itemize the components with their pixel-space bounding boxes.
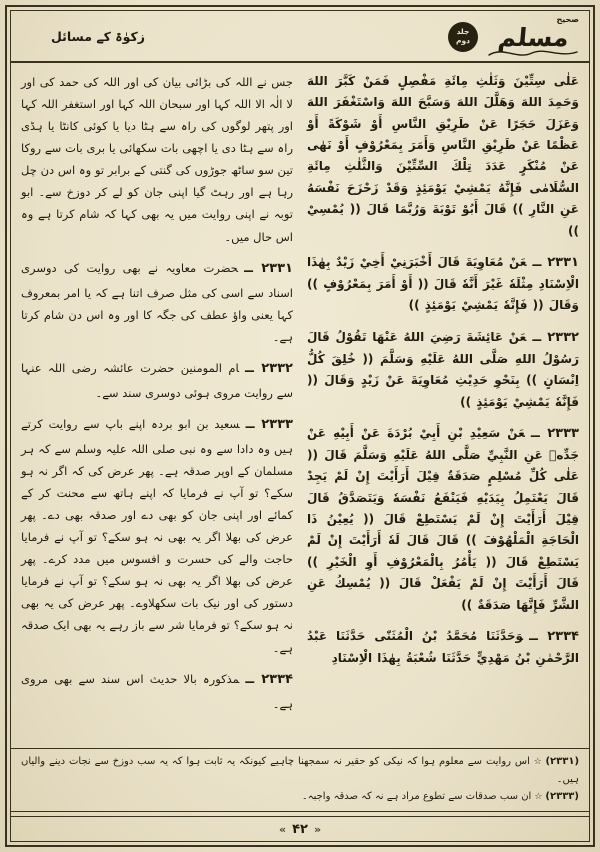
volume-seal xyxy=(448,22,478,52)
footnote-star-icon: ☆ xyxy=(532,757,543,767)
hadith-text: وَحَدَّثَنَا مُحَمَّدُ بْنُ الْمُثَنّٰى حَدَّثَنَا عَبْدُ الرَّحْمٰنِ بْنُ مَهْدِيٍّ حَدَّثَنَا شُعْبَةُ بِهٰذَا الْاِسْنَادِ xyxy=(307,628,579,666)
arabic-paragraph xyxy=(307,71,579,242)
page-number-ornament-left: » xyxy=(313,822,322,836)
footnote-text: اس روایت سے معلوم ہوا کہ نیکی کو حقیر نہ سمجھنا چاہیے کیونکہ یہ ثابت ہوا کہ یہ سب دوزخ سے نجات دینے والیاں ہیں۔ xyxy=(21,756,579,785)
footnote-text: ان سب صدقات سے تطوع مراد ہے نہ کہ صدقہ واجبہ۔ xyxy=(301,791,532,803)
hadith-text: عَلٰى سِتِّيْنَ وَثَلٰثِ مِائَةِ مَفْصِلٍ فَمَنْ كَبَّرَ اللهَ وَحَمِدَ اللهَ وَهَلَّلَ اللهَ وَسَبَّحَ اللهَ وَاسْتَغْفَرَ اللهَ وَعَزَلَ حَجَرًا عَنْ طَرِيْقِ النَّاسِ أَوْ شَوْكَةً أَوْ عَظْمًا عَنْ طَرِيْقِ النَّاسِ وَأَمَرَ بِمَعْرُوْفٍ أَوْ نَهٰى عَنْ مُنْكَرٍ عَدَدَ تِلْكَ السِّتِّيْنَ وَالثَّلٰثِ مِائَةِ السُّلَامٰى فَإِنَّهُ يَمْشِيْ يَوْمَئِذٍ وَقَدْ زَحْزَحَ نَفْسَهُ عَنِ النَّارِ )) قَالَ أَبُوْ تَوْبَةَ وَرُبَّمَا قَالَ (( يُمْسِيْ )) xyxy=(307,74,579,238)
page-number: ۴۲ xyxy=(292,821,308,837)
footnote-number: (۲۳۳۱) xyxy=(545,756,580,767)
translation-text: مذکورہ بالا حدیث اس سند سے بھی مروی ہے۔ xyxy=(21,671,293,711)
urdu-translation-column xyxy=(21,71,293,748)
arabic-paragraph xyxy=(307,326,579,413)
urdu-paragraph xyxy=(21,668,293,715)
hadith-number: ۲۳۳۱ ــ xyxy=(244,260,293,276)
hadith-number: ۲۳۳۴ ــ xyxy=(529,628,579,644)
seal-text-line1: جلد xyxy=(456,27,470,37)
footnotes-section xyxy=(11,748,589,811)
translation-text: ام المومنین حضرت عائشہ رضی اللہ عنہا سے روایت مروی ہوئی دوسری سند سے۔ xyxy=(21,360,293,400)
urdu-paragraph xyxy=(21,71,293,248)
hadith-number: ۲۳۳۴ ــ xyxy=(245,671,293,687)
hadith-text: عَنْ مُعَاوِيَةَ قَالَ أَخْبَرَنِيْ أَخِيْ زَيْدٌ بِهٰذَا الْاِسْنَادِ مِثْلَهٗ غَيْرَ أَنَّهٗ قَالَ (( أَوْ أَمَرَ بِمَعْرُوْفٍ )) وَقَالَ (( فَإِنَّهٗ يَمْشِيْ يَوْمَئِذٍ )) xyxy=(307,254,579,313)
footnote xyxy=(21,788,579,806)
hadith-number: ۲۳۳۳ ــ xyxy=(245,416,293,432)
book-title: مسلم xyxy=(496,22,570,52)
page-body xyxy=(11,63,589,748)
arabic-paragraph xyxy=(307,625,579,669)
urdu-paragraph xyxy=(21,357,293,404)
book-title-block xyxy=(448,14,579,59)
hadith-number: ۲۳۳۱ ــ xyxy=(532,254,579,270)
footnote xyxy=(21,753,579,788)
seal-text-line2: دوم xyxy=(456,36,471,45)
hadith-text: عَنْ عَائِشَةَ رَضِيَ اللهُ عَنْهَا تَقُوْلُ قَالَ رَسُوْلُ اللهِ صَلَّى اللهُ عَلَيْهِ وَسَلَّمَ (( خُلِقَ كُلُّ اِنْسَانٍ )) بِنَحْوِ حَدِيْثِ مُعَاوِيَةَ عَنْ زَيْدٍ وَقَالَ (( فَإِنَّهٗ يَمْشِيْ يَوْمَئِذٍ )) xyxy=(307,329,579,409)
book-title-superscript: صحیح xyxy=(556,14,579,24)
inner-border xyxy=(10,10,590,842)
arabic-paragraph xyxy=(307,422,579,616)
page-header xyxy=(11,11,589,63)
translation-text: حضرت معاویہ نے بھی روایت کی دوسری اسناد سے اسی کی مثل صرف اتنا ہے کہ یا امر بمعروف کہا یعنی واؤ عطف کی جگہ کا اور وہ اس دن شام کرتا ہے۔ xyxy=(21,260,293,344)
book-title-calligraphy xyxy=(487,16,579,59)
arabic-paragraph xyxy=(307,251,579,317)
arabic-text-column xyxy=(307,71,579,748)
footnote-star-icon: ☆ xyxy=(534,792,543,803)
page-footer xyxy=(11,817,589,841)
page-number-ornament-right: « xyxy=(278,822,287,836)
footnote-number: (۲۳۳۳) xyxy=(545,791,579,803)
urdu-paragraph xyxy=(21,413,293,659)
hadith-number: ۲۳۳۲ ــ xyxy=(532,329,579,345)
chapter-title: زکوٰۃ کے مسائل xyxy=(51,28,145,44)
hadith-text: عَنْ سَعِيْدِ بْنِ أَبِيْ بُرْدَةَ عَنْ أَبِيْهِ عَنْ جَدِّهٖ عَنِ النَّبِيِّ صَلَّى اللهُ عَلَيْهِ وَسَلَّمَ قَالَ (( عَلٰى كُلِّ مُسْلِمٍ صَدَقَةٌ قِيْلَ أَرَأَيْتَ إِنْ لَمْ يَجِدْ قَالَ يَعْتَمِلُ بِيَدَيْهِ فَيَنْفَعُ نَفْسَهٗ وَيَتَصَدَّقُ قَالَ قِيْلَ أَرَأَيْتَ إِنْ لَمْ يَسْتَطِعْ قَالَ (( يُعِيْنُ ذَا الْحَاجَةِ الْمَلْهُوْفَ )) قَالَ قَالَ لَهٗ أَرَأَيْتَ إِنْ لَمْ يَسْتَطِعْ قَالَ (( يَأْمُرُ بِالْمَعْرُوْفِ أَوِ الْخَيْرِ )) قَالَ أَرَأَيْتَ إِنْ لَمْ يَفْعَلْ قَالَ (( يُمْسِكُ عَنِ الشَّرِّ فَإِنَّهَا صَدَقَةٌ )) xyxy=(307,425,579,612)
translation-text: سعید بن ابو بردہ اپنے باپ سے روایت کرتے ہیں وہ دادا سے وہ نبی صلی اللہ علیہ وسلم سے کہ ہر مسلمان کے اوپر صدقہ ہے۔ پھر عرض کی کہ اگر نہ ہو سکے؟ تو آپ نے فرمایا کہ اپنے ہاتھ سے محنت کر کے کمائے اور اپنی جان کو بھی دے اور صدقہ بھی دے۔ پھر عرض کی بھلا اگر یہ بھی نہ ہو سکے؟ تو آپ نے فرمایا حاجت والے کی حسرت و افسوس میں مدد کرے۔ پھر عرض کی بھلا اگر یہ بھی نہ ہو سکے؟ تو آپ نے فرمایا دستور کی اور نیک بات سکھلاوے۔ پھر عرض کی یہ بھی نہ ہو سکے؟ تو فرمایا شر سے باز رہے یہ بھی ایک صدقہ ہے۔ xyxy=(21,416,293,655)
hadith-number: ۲۳۳۲ ــ xyxy=(245,360,293,376)
translation-text: جس نے اللہ کی بڑائی بیان کی اور اللہ کی حمد کی اور لا الٰہ الا اللہ کہا اور سبحان اللہ کہا اور استغفر اللہ کہا اور پتھر لوگوں کی راہ سے ہٹا دیا یا کوئی کانٹا یا ہڈی راہ سے ہٹا دی یا اچھی بات سکھائی یا بری بات سے روکا تین سو ساٹھ جوڑوں کی گنتی کے برابر تو وہ اس دن چل رہا ہے اور رہٹ گیا اپنی جان کو لے کر دوزخ سے۔ ابو توبہ نے اپنی روایت میں یہ بھی کہا کہ شام کرتا ہے وہ اس حال میں۔ xyxy=(21,75,293,244)
hadith-number: ۲۳۳۳ ــ xyxy=(530,425,579,441)
urdu-paragraph xyxy=(21,257,293,348)
